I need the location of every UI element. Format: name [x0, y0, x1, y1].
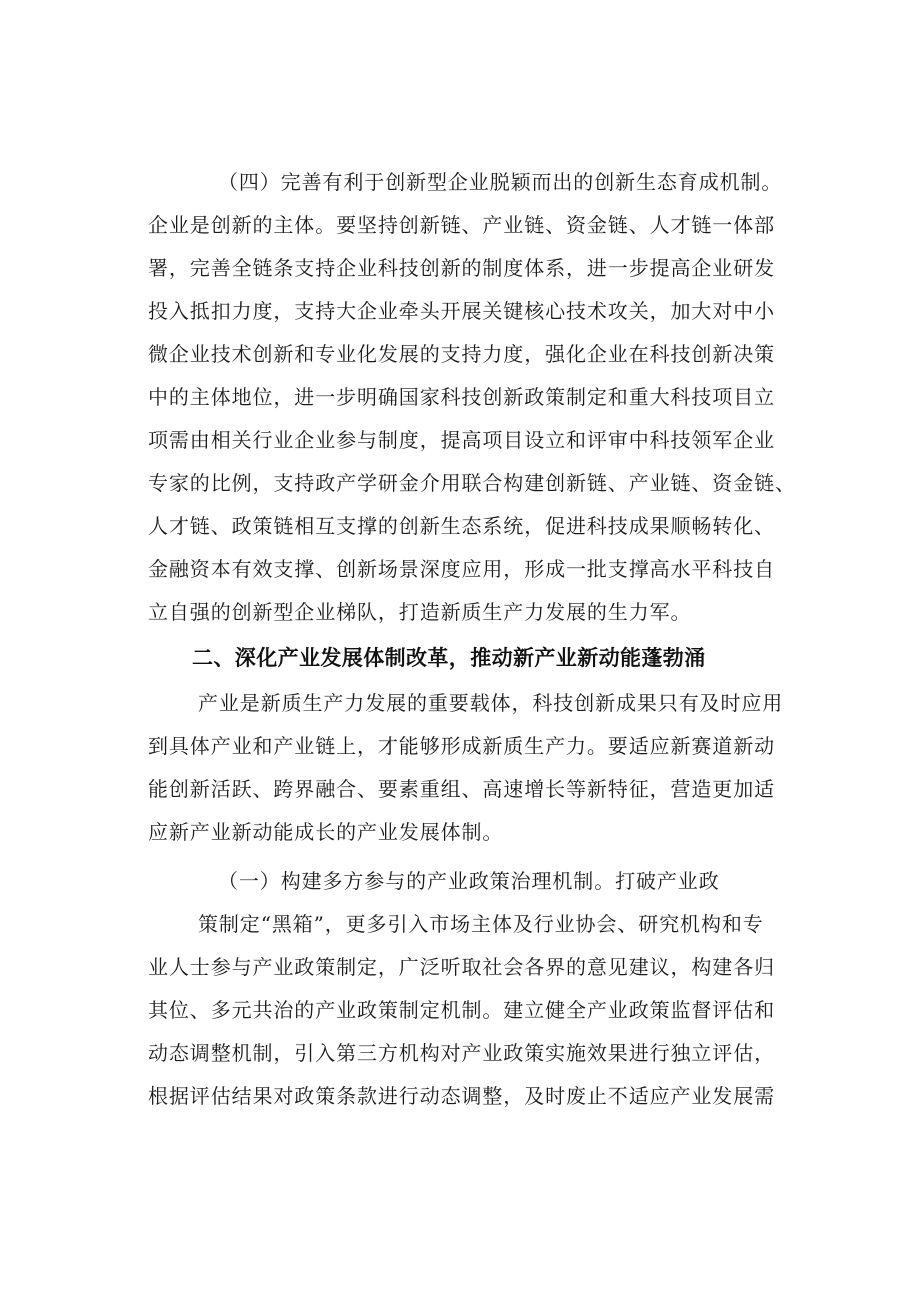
paragraph-line: 人才链、政策链相互支撑的创新生态系统，促进科技成果顺畅转化、 — [148, 514, 775, 538]
paragraph-innovation-ecosystem — [148, 161, 808, 634]
paragraph-line: 业人士参与产业政策制定，广泛听取社会各界的意见建议，构建各归 — [148, 955, 775, 979]
paragraph-line: 产业是新质生产力发展的重要载体，科技创新成果只有及时应用 — [198, 691, 784, 715]
paragraph-line: 金融资本有效支撑、创新场景深度应用，形成一批支撑高水平科技自 — [148, 557, 775, 581]
paragraph-line: 策制定“黑箱”，更多引入市场主体及行业协会、研究机构和专 — [198, 912, 764, 936]
paragraph-line: 专家的比例，支持政产学研金介用联合构建创新链、产业链、资金链、 — [148, 471, 796, 495]
paragraph-line: （一）构建多方参与的产业政策治理机制。打破产业政 — [218, 869, 720, 893]
paragraph-industry-intro — [148, 682, 808, 854]
paragraph-line: 项需由相关行业企业参与制度，提高项目设立和评审中科技领军企业 — [148, 428, 775, 452]
document-page — [148, 161, 808, 1118]
paragraph-line: 根据评估结果对政策条款进行动态调整，及时废止不适应产业发展需 — [148, 1084, 775, 1108]
paragraph-line: 微企业技术创新和专业化发展的支持力度，强化企业在科技创新决策 — [148, 342, 775, 366]
paragraph-line: 署，完善全链条支持企业科技创新的制度体系，进一步提高企业研发 — [148, 256, 775, 280]
paragraph-line: 动态调整机制，引入第三方机构对产业政策实施效果进行独立评估， — [148, 1041, 775, 1065]
paragraph-line: （四）完善有利于创新型企业脱颖而出的创新生态育成机制。 — [218, 170, 783, 194]
section-heading: 二、深化产业发展体制改革，推动新产业新动能蓬勃涌 — [192, 646, 706, 670]
paragraph-line: 到具体产业和产业链上，才能够形成新质生产力。要适应新赛道新动 — [148, 734, 775, 758]
paragraph-line: 立自强的创新型企业梯队，打造新质生产力发展的生力军。 — [148, 600, 692, 624]
paragraph-policy-governance — [148, 860, 808, 1118]
paragraph-line: 企业是创新的主体。要坚持创新链、产业链、资金链、人才链一体部 — [148, 213, 775, 237]
paragraph-line: 能创新活跃、跨界融合、要素重组、高速增长等新特征，营造更加适 — [148, 777, 775, 801]
paragraph-line: 其位、多元共治的产业政策制定机制。建立健全产业政策监督评估和 — [148, 998, 775, 1022]
paragraph-line: 应新产业新动能成长的产业发展体制。 — [148, 820, 504, 844]
paragraph-line: 投入抵扣力度，支持大企业牵头开展关键核心技术攻关，加大对中小 — [148, 299, 775, 323]
paragraph-line: 中的主体地位，进一步明确国家科技创新政策制定和重大科技项目立 — [148, 385, 775, 409]
